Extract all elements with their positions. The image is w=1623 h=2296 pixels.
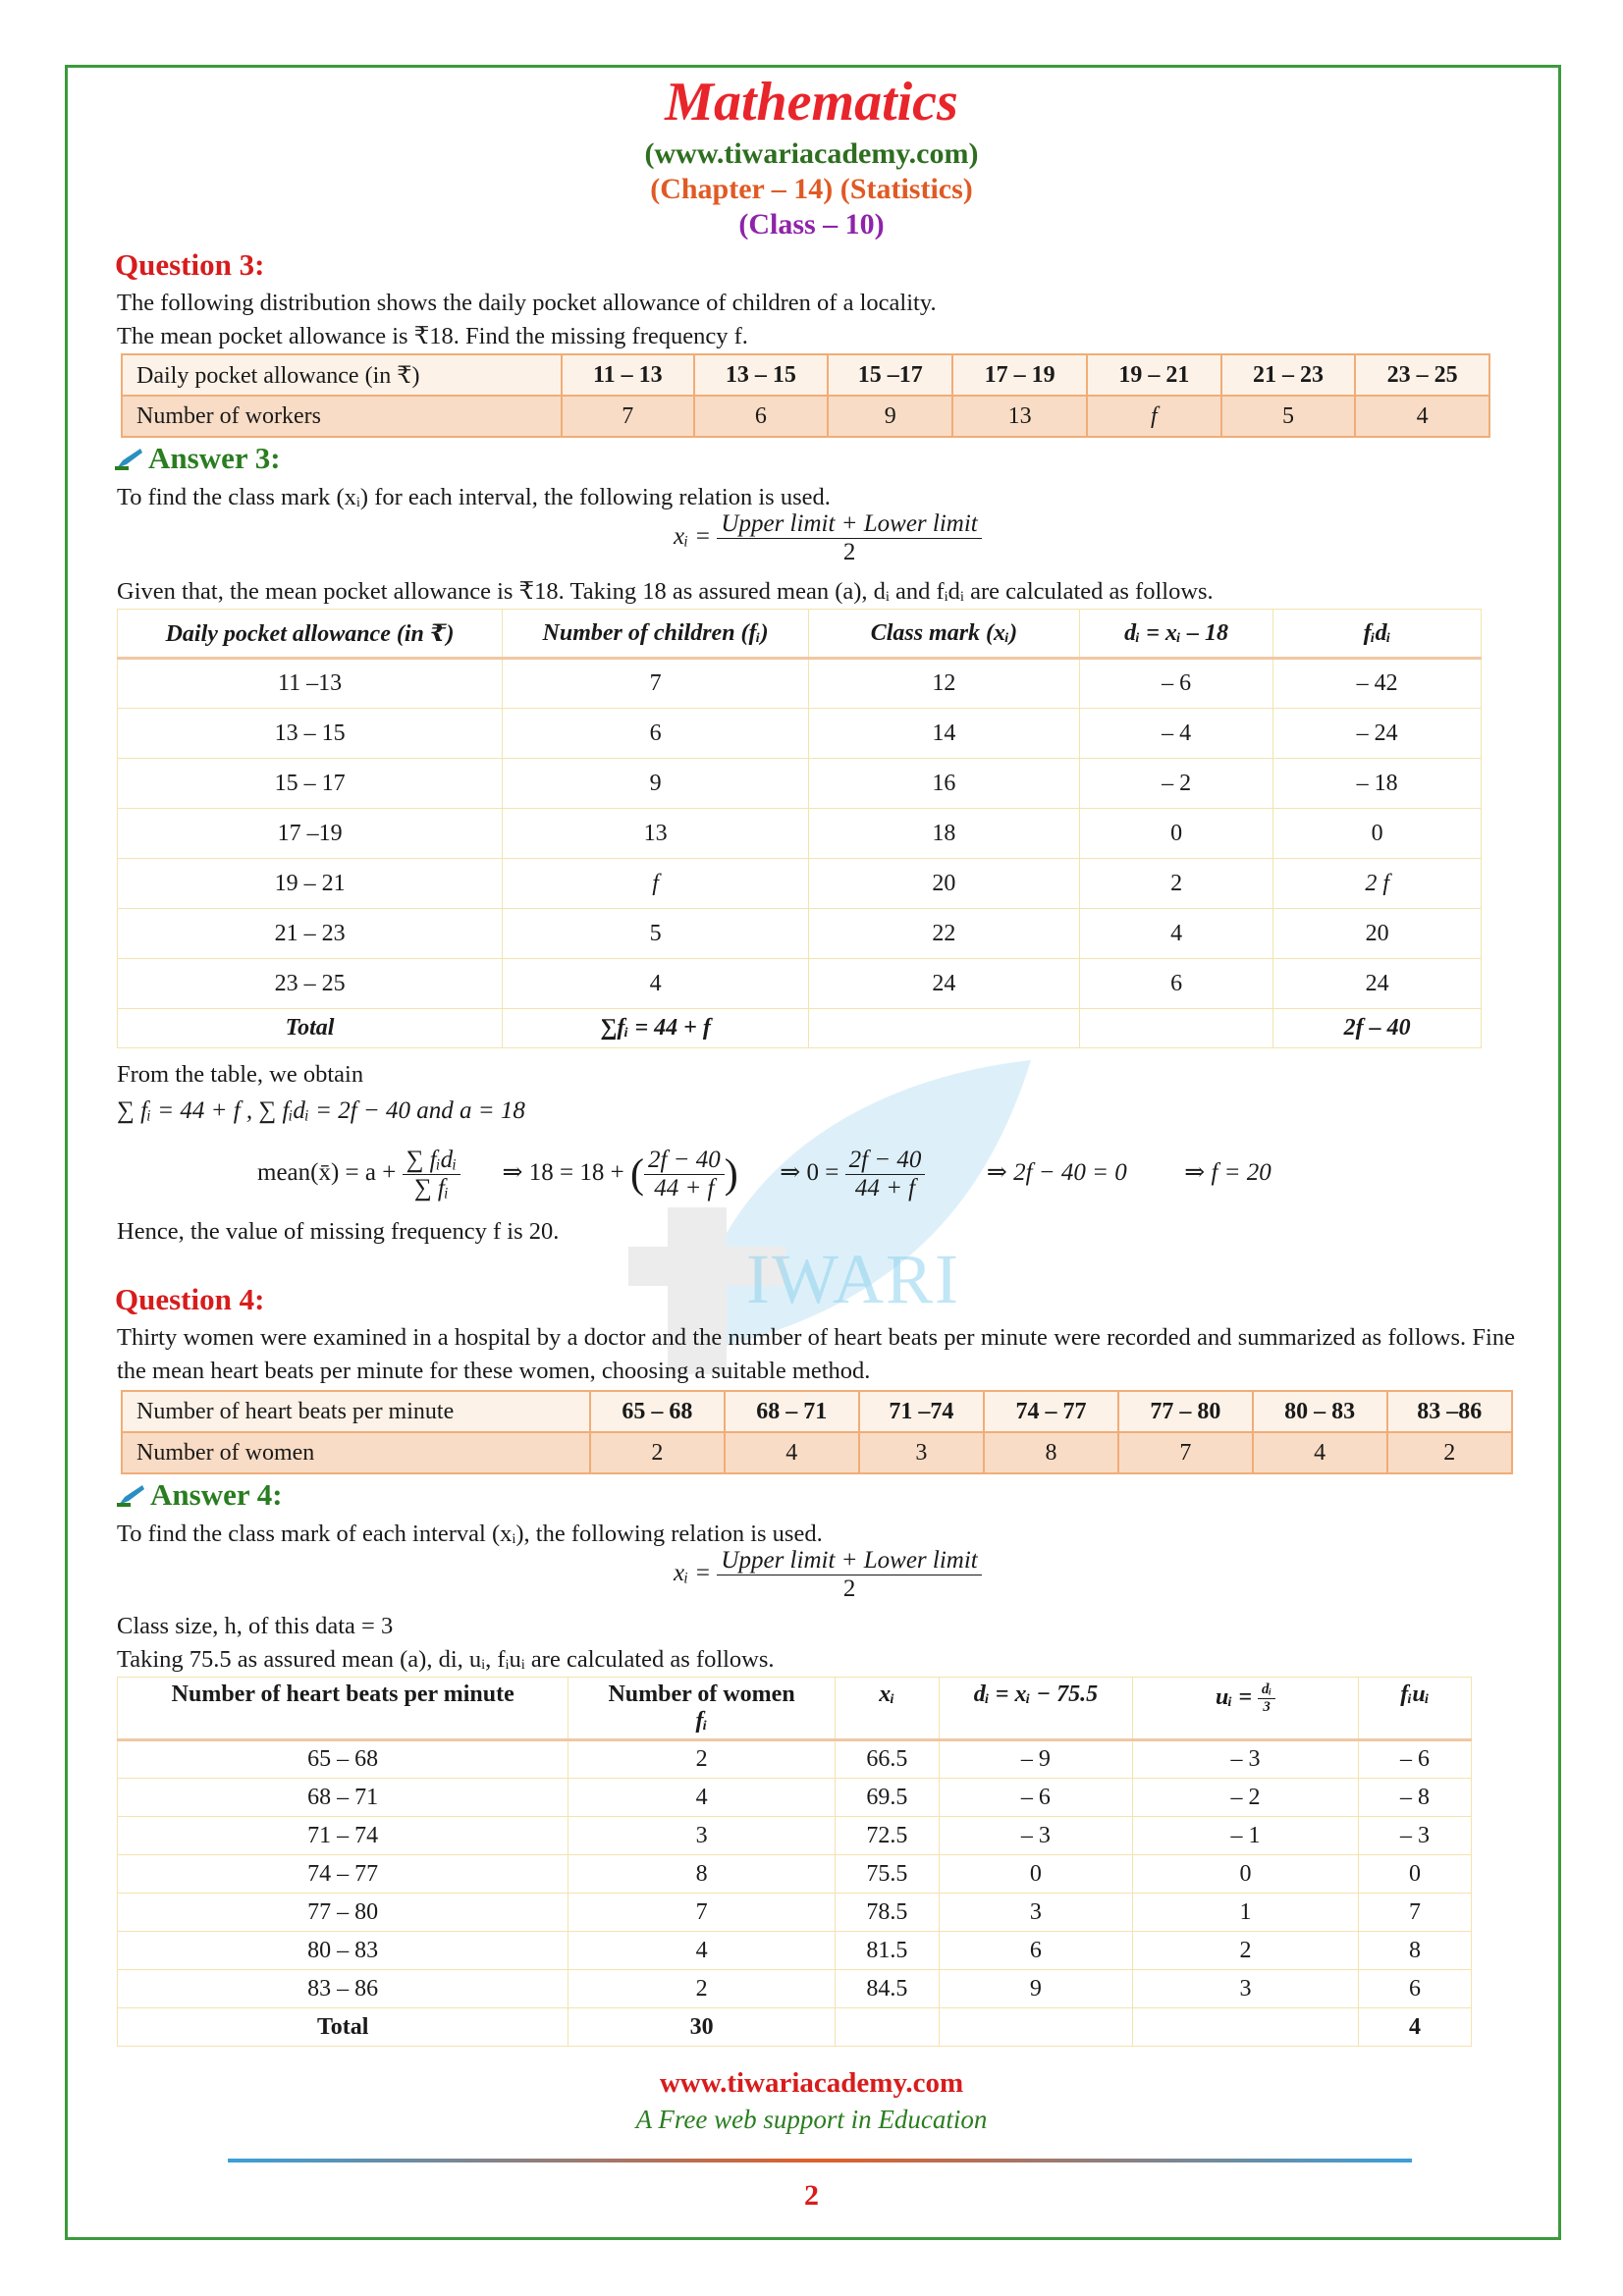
table-cell: 6	[1079, 959, 1273, 1009]
table-cell: 17 –19	[118, 809, 503, 859]
table-cell: 6	[1359, 1970, 1472, 2008]
table-cell: – 6	[1079, 659, 1273, 709]
frequency-cell: 7	[1118, 1432, 1253, 1473]
empty-cell	[835, 2008, 939, 2047]
table-cell: 21 – 23	[118, 909, 503, 959]
pen-icon	[117, 1483, 146, 1507]
table-cell: 0	[1273, 809, 1482, 859]
frequency-cell: 2	[590, 1432, 725, 1473]
answer-4-table	[117, 1677, 1472, 2047]
table-cell: – 6	[939, 1779, 1132, 1817]
frequency-cell: 2	[1387, 1432, 1512, 1473]
question-3-table	[121, 353, 1490, 438]
total-label: Total	[118, 1009, 503, 1048]
table-cell: – 24	[1273, 709, 1482, 759]
column-header: fᵢuᵢ	[1359, 1678, 1472, 1740]
class-interval-cell: 83 –86	[1387, 1391, 1512, 1432]
table-row	[118, 1932, 1472, 1970]
question-4-heading: Question 4:	[115, 1282, 265, 1316]
table-cell: 1	[1132, 1894, 1358, 1932]
frequency-cell: 4	[1253, 1432, 1387, 1473]
table-cell: 2	[1132, 1932, 1358, 1970]
frequency-cell: 9	[828, 396, 952, 437]
table-cell: 4	[1079, 909, 1273, 959]
column-header: Daily pocket allowance (in ₹)	[118, 610, 503, 659]
table-cell: – 3	[939, 1817, 1132, 1855]
table-row	[118, 659, 1482, 709]
table-row	[118, 809, 1482, 859]
table-cell: 20	[1273, 909, 1482, 959]
page-number: 2	[804, 2179, 819, 2212]
class-interval-cell: 74 – 77	[984, 1391, 1118, 1432]
sum-relations: ∑ fᵢ = 44 + f , ∑ fᵢdᵢ = 2f − 40 and a = 18	[117, 1097, 525, 1124]
table-cell: 24	[809, 959, 1080, 1009]
table-cell: 5	[503, 909, 809, 959]
table-cell: 24	[1273, 959, 1482, 1009]
answer-4-line-1: To find the class mark of each interval (xᵢ), the following relation is used.	[117, 1521, 823, 1547]
table-cell: 0	[1079, 809, 1273, 859]
table-cell: – 2	[1132, 1779, 1358, 1817]
question-3-line-1: The following distribution shows the daily pocket allowance of children of a locality.	[117, 290, 937, 316]
table-cell: 14	[809, 709, 1080, 759]
table-cell: 4	[568, 1779, 835, 1817]
column-header: fᵢdᵢ	[1273, 610, 1482, 659]
table-cell: 16	[809, 759, 1080, 809]
table-cell: 6	[503, 709, 809, 759]
table-cell: 68 – 71	[118, 1779, 568, 1817]
frequency-cell: 7	[562, 396, 694, 437]
total-label: Total	[118, 2008, 568, 2047]
question-3-line-2: The mean pocket allowance is ₹18. Find the missing frequency f.	[117, 323, 748, 349]
table-cell: 83 – 86	[118, 1970, 568, 2008]
frequency-cell: f	[1087, 396, 1221, 437]
table-cell: 78.5	[835, 1894, 939, 1932]
table-cell: 11 –13	[118, 659, 503, 709]
table-cell: 13	[503, 809, 809, 859]
table-row	[118, 1855, 1472, 1894]
table-cell: – 1	[1132, 1817, 1358, 1855]
table-cell: – 9	[939, 1740, 1132, 1779]
answer-4-line-2: Class size, h, of this data = 3	[117, 1613, 394, 1639]
class-mark-formula: xᵢ = $\frac{\text{Upper limit + Lower limit}}{2}$	[674, 1547, 982, 1603]
table-cell: 7	[503, 659, 809, 709]
table-cell: – 8	[1359, 1779, 1472, 1817]
table-cell: 9	[939, 1970, 1132, 2008]
table-row	[118, 859, 1482, 909]
table-cell: 20	[809, 859, 1080, 909]
class-interval-cell: 23 – 25	[1355, 354, 1489, 396]
empty-cell	[1132, 2008, 1358, 2047]
answer-3-obtain: From the table, we obtain	[117, 1061, 364, 1088]
class-interval-cell: 80 – 83	[1253, 1391, 1387, 1432]
answer-3-conclusion: Hence, the value of missing frequency f is 20.	[117, 1218, 560, 1245]
footer-divider	[228, 2158, 1412, 2163]
class-interval-cell: 77 – 80	[1118, 1391, 1253, 1432]
header-class: (Class – 10)	[738, 208, 885, 240]
table-cell: – 6	[1359, 1740, 1472, 1779]
table-cell: 77 – 80	[118, 1894, 568, 1932]
table-row	[118, 1970, 1472, 2008]
table-cell: – 2	[1079, 759, 1273, 809]
footer-tagline: A Free web support in Education	[635, 2105, 988, 2134]
table-cell: 0	[939, 1855, 1132, 1894]
table-cell: 8	[568, 1855, 835, 1894]
table-cell: 2	[568, 1740, 835, 1779]
table-cell: 2 f	[1273, 859, 1482, 909]
table-cell: 23 – 25	[118, 959, 503, 1009]
class-interval-cell: 68 – 71	[725, 1391, 859, 1432]
table-cell: 65 – 68	[118, 1740, 568, 1779]
empty-cell	[939, 2008, 1132, 2047]
table-cell: 84.5	[835, 1970, 939, 2008]
table-cell: 19 – 21	[118, 859, 503, 909]
column-header: Number of children (fᵢ)	[503, 610, 809, 659]
table-row-label: Number of heart beats per minute	[122, 1391, 590, 1432]
column-header: Number of heart beats per minute	[118, 1678, 568, 1740]
table-row	[118, 1740, 1472, 1779]
frequency-cell: 4	[1355, 396, 1489, 437]
table-cell: 80 – 83	[118, 1932, 568, 1970]
class-mark-formula: xᵢ = $\frac{\text{Upper limit + Lower limit}}{2}$	[674, 510, 982, 566]
table-cell: 7	[1359, 1894, 1472, 1932]
table-cell: 22	[809, 909, 1080, 959]
class-interval-cell: 11 – 13	[562, 354, 694, 396]
table-cell: 4	[503, 959, 809, 1009]
answer-4-line-3: Taking 75.5 as assured mean (a), di, uᵢ, fᵢuᵢ are calculated as follows.	[117, 1646, 775, 1673]
table-cell: 2	[568, 1970, 835, 2008]
table-cell: 72.5	[835, 1817, 939, 1855]
table-cell: 75.5	[835, 1855, 939, 1894]
table-row	[118, 909, 1482, 959]
table-row	[118, 959, 1482, 1009]
total-row	[118, 2008, 1472, 2047]
table-cell: 15 – 17	[118, 759, 503, 809]
table-row	[118, 759, 1482, 809]
question-4-text: Thirty women were examined in a hospital by a doctor and the number of heart beats per minute were recorded and summarized as follows. Fine the mean heart beats per minute for these women, choosing a suitable method.	[117, 1324, 1515, 1384]
table-cell: 3	[1132, 1970, 1358, 2008]
table-row-label: Number of women	[122, 1432, 590, 1473]
table-cell: 69.5	[835, 1779, 939, 1817]
column-header: dᵢ = xᵢ – 18	[1079, 610, 1273, 659]
table-cell: – 3	[1132, 1740, 1358, 1779]
table-cell: 13 – 15	[118, 709, 503, 759]
answer-3-table	[117, 609, 1482, 1048]
table-cell: 3	[568, 1817, 835, 1855]
question-4-table	[121, 1390, 1513, 1474]
answer-3-heading	[115, 441, 281, 476]
table-cell: 12	[809, 659, 1080, 709]
pen-icon	[115, 447, 144, 470]
header-chapter: (Chapter – 14) (Statistics)	[650, 173, 973, 205]
frequency-cell: 8	[984, 1432, 1118, 1473]
answer-4-label: Answer 4:	[150, 1477, 283, 1512]
column-header: uᵢ = $\frac{\text{dᵢ}}{3}$	[1132, 1678, 1358, 1740]
total-fu: 4	[1359, 2008, 1472, 2047]
table-row	[118, 1779, 1472, 1817]
total-fd: 2f – 40	[1273, 1009, 1482, 1048]
table-row	[118, 1894, 1472, 1932]
column-header: Number of women fᵢ	[568, 1678, 835, 1740]
answer-3-label: Answer 3:	[148, 441, 281, 475]
table-cell: 9	[503, 759, 809, 809]
table-cell: 8	[1359, 1932, 1472, 1970]
answer-3-line-2: Given that, the mean pocket allowance is ₹18. Taking 18 as assured mean (a), dᵢ and fᵢdᵢ are calculated as follows.	[117, 578, 1214, 605]
class-interval-cell: 21 – 23	[1221, 354, 1356, 396]
page-title: Mathematics	[665, 72, 958, 133]
frequency-cell: 3	[859, 1432, 984, 1473]
table-cell: 71 – 74	[118, 1817, 568, 1855]
mean-derivation: mean(x̄) = a + $\frac{\text{∑ fᵢdᵢ}}{\text{∑ fᵢ}}$ ⇒ 18 = 18 + ( $\frac{2f - 40}{44 + f}$ ) ⇒ 0 = $\frac{2f - 40}{44 + f}$ ⇒ 2f − 40 = 0 ⇒ f = 20	[257, 1147, 1271, 1201]
empty-cell	[1079, 1009, 1273, 1048]
table-cell: 7	[568, 1894, 835, 1932]
table-row	[118, 1817, 1472, 1855]
frequency-cell: 6	[694, 396, 829, 437]
column-header: xᵢ	[835, 1678, 939, 1740]
total-frequency: 30	[568, 2008, 835, 2047]
answer-4-heading	[117, 1477, 283, 1513]
header-website: (www.tiwariacademy.com)	[644, 137, 979, 170]
table-cell: 6	[939, 1932, 1132, 1970]
table-cell: 0	[1132, 1855, 1358, 1894]
class-interval-cell: 15 –17	[828, 354, 952, 396]
total-frequency: ∑fᵢ = 44 + f	[503, 1009, 809, 1048]
class-interval-cell: 17 – 19	[952, 354, 1087, 396]
frequency-cell: 5	[1221, 396, 1356, 437]
table-cell: 4	[568, 1932, 835, 1970]
frequency-cell: 4	[725, 1432, 859, 1473]
table-cell: 0	[1359, 1855, 1472, 1894]
table-cell: 81.5	[835, 1932, 939, 1970]
table-cell: 66.5	[835, 1740, 939, 1779]
table-cell: f	[503, 859, 809, 909]
column-header: Class mark (xᵢ)	[809, 610, 1080, 659]
class-interval-cell: 71 –74	[859, 1391, 984, 1432]
class-interval-cell: 19 – 21	[1087, 354, 1221, 396]
class-interval-cell: 13 – 15	[694, 354, 829, 396]
table-cell: – 3	[1359, 1817, 1472, 1855]
table-cell: – 4	[1079, 709, 1273, 759]
empty-cell	[809, 1009, 1080, 1048]
table-row-label: Daily pocket allowance (in ₹)	[122, 354, 562, 396]
watermark-text: IWARI	[746, 1240, 960, 1318]
table-row	[118, 709, 1482, 759]
table-cell: 18	[809, 809, 1080, 859]
frequency-cell: 13	[952, 396, 1087, 437]
total-row	[118, 1009, 1482, 1048]
table-cell: – 42	[1273, 659, 1482, 709]
question-3-heading: Question 3:	[115, 247, 265, 282]
table-cell: 74 – 77	[118, 1855, 568, 1894]
table-cell: 3	[939, 1894, 1132, 1932]
answer-3-line-1: To find the class mark (xᵢ) for each interval, the following relation is used.	[117, 484, 831, 510]
table-cell: – 18	[1273, 759, 1482, 809]
footer-website[interactable]: www.tiwariacademy.com	[659, 2067, 964, 2099]
table-cell: 2	[1079, 859, 1273, 909]
column-header: dᵢ = xᵢ − 75.5	[939, 1678, 1132, 1740]
table-row-label: Number of workers	[122, 396, 562, 437]
class-interval-cell: 65 – 68	[590, 1391, 725, 1432]
